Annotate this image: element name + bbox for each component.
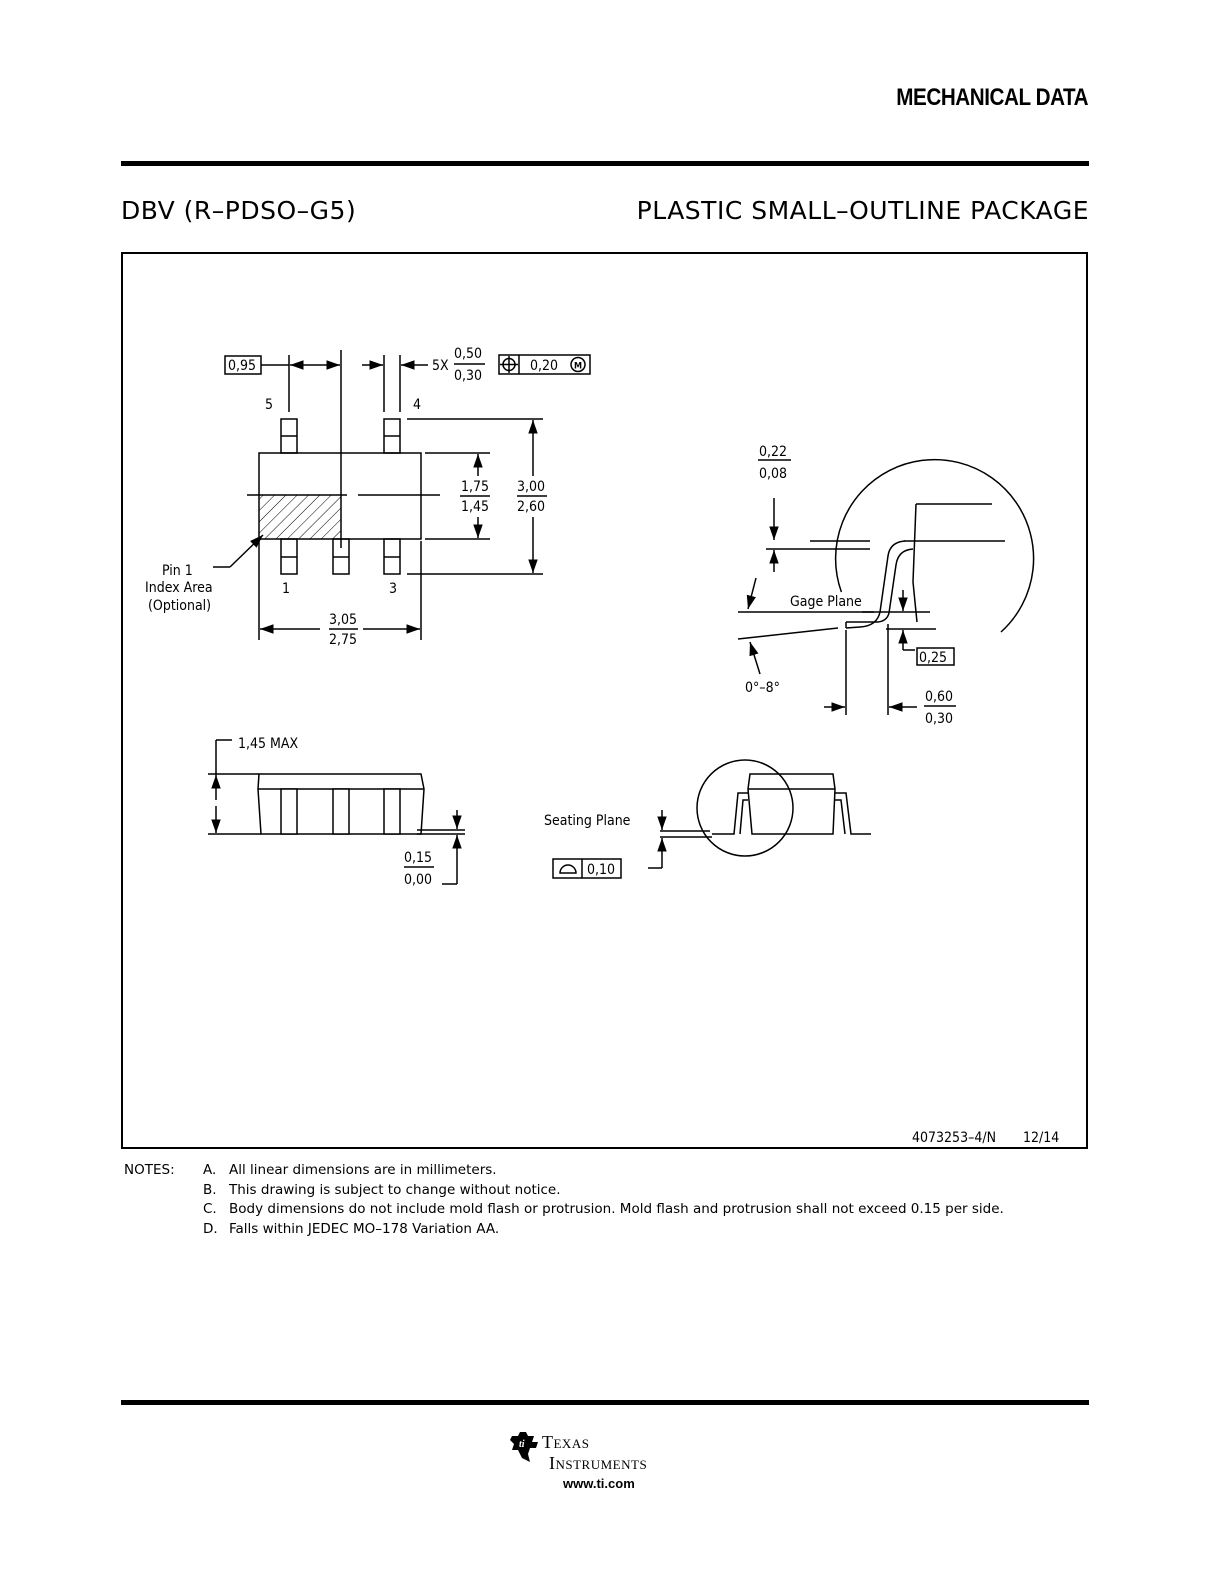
pin-4-label: 4 <box>413 397 422 413</box>
note-letter: A. <box>203 1162 217 1178</box>
standoff-max: 0,15 <box>404 850 433 866</box>
website-url: www.ti.com <box>563 1476 635 1491</box>
company-line2: Instruments <box>549 1453 648 1473</box>
pin-1-label: 1 <box>282 581 291 597</box>
section-header: MECHANICAL DATA <box>896 84 1088 111</box>
length-max: 3,05 <box>329 612 358 628</box>
package-type: PLASTIC SMALL–OUTLINE PACKAGE <box>636 196 1089 225</box>
package-code: DBV (R–PDSO–G5) <box>121 196 357 225</box>
seating-view <box>648 760 871 868</box>
top-view <box>213 350 547 640</box>
lead-width-min: 0,30 <box>454 368 483 384</box>
note-row <box>124 1200 1004 1220</box>
seating-plane-label: Seating Plane <box>544 813 631 829</box>
note-text: This drawing is subject to change without notice. <box>229 1181 561 1198</box>
note-row <box>124 1161 1004 1181</box>
note-row <box>124 1181 1004 1201</box>
pin1-index-area <box>260 495 342 539</box>
flatness-value: 0,10 <box>587 862 616 878</box>
foot-length-min: 0,30 <box>925 711 954 727</box>
length-min: 2,75 <box>329 632 358 648</box>
standoff-min: 0,00 <box>404 872 433 888</box>
note-text: All linear dimensions are in millimeters. <box>229 1162 497 1178</box>
company-line1: Texas <box>542 1432 590 1452</box>
position-tolerance: 0,20 <box>530 358 559 374</box>
pin-5-label: 5 <box>265 397 274 413</box>
svg-text:ti: ti <box>519 1439 525 1450</box>
height-max: 1,45 MAX <box>238 736 299 752</box>
pitch-label: 0,95 <box>228 358 257 374</box>
gage-plane-label: Gage Plane <box>790 594 862 610</box>
note-letter: C. <box>203 1201 217 1217</box>
note-letter: D. <box>203 1220 218 1237</box>
angle-label: 0°–8° <box>745 680 780 696</box>
pin1-note-line3: (Optional) <box>148 598 212 614</box>
detail-view <box>738 460 1034 715</box>
body-width-max: 1,75 <box>461 479 490 495</box>
note-row <box>124 1220 1004 1240</box>
document-date: 12/14 <box>1023 1130 1060 1146</box>
lead-thickness-min: 0,08 <box>759 466 788 482</box>
foot-length-max: 0,60 <box>925 689 954 705</box>
note-text: Body dimensions do not include mold flash or protrusion. Mold flash and protrusion shall not exceed 0.15 per side. <box>229 1201 1004 1217</box>
lead-width-prefix: 5X <box>432 358 449 374</box>
bottom-rule <box>121 1400 1089 1405</box>
notes-section <box>124 1161 1004 1239</box>
overall-width-max: 3,00 <box>517 479 546 495</box>
body-width-min: 1,45 <box>461 499 490 515</box>
note-letter: B. <box>203 1181 217 1198</box>
gage-distance: 0,25 <box>919 650 948 666</box>
note-text: Falls within JEDEC MO–178 Variation AA. <box>229 1220 500 1237</box>
overall-width-min: 2,60 <box>517 499 546 515</box>
lead-thickness-max: 0,22 <box>759 444 788 460</box>
lead-width-max: 0,50 <box>454 346 483 362</box>
mmc-symbol: M <box>573 361 583 372</box>
document-id: 4073253–4/N <box>912 1130 997 1146</box>
pin1-note-line1: Pin 1 <box>162 563 193 579</box>
pin-3-label: 3 <box>389 581 398 597</box>
pin1-note-line2: Index Area <box>145 580 213 596</box>
notes-label: NOTES: <box>124 1162 175 1178</box>
